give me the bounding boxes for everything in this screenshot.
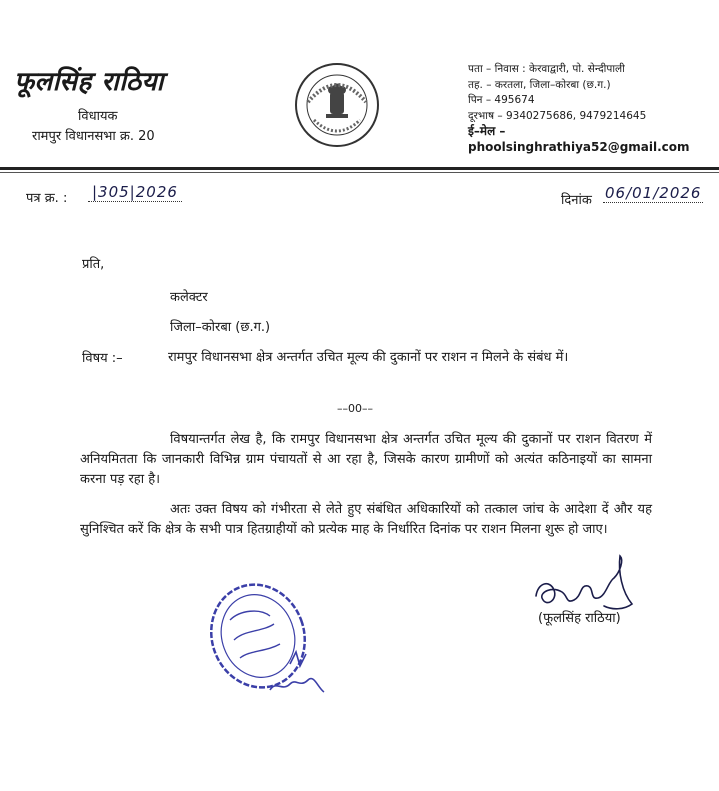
body-paragraph-2: अतः उक्त विषय को गंभीरता से लेते हुए संबंधित अधिकारियों को तत्काल जांच के आदेशा दें और यह सुनिश्चित करें कि क्षेत्र के सभी पात्र हितग्राहीयों को प्रत्येक माह के निर्धारित दिनांक पर राशन मिलना शुरू हो जाए। — [80, 502, 652, 537]
constituency: रामपुर विधानसभा क्र. 20 — [32, 129, 155, 144]
phone-numbers: दूरभाष – 9340275686, 9479214645 — [468, 109, 647, 122]
letter-number: |305|2026 — [88, 183, 182, 202]
signatory-name: (फूलसिंह राठिया) — [538, 611, 621, 626]
recipient-title: कलेक्टर — [170, 290, 208, 305]
recipient-district: जिला–कोरबा (छ.ग.) — [170, 320, 271, 335]
body-paragraph-1: विषयान्तर्गत लेख है, कि रामपुर विधानसभा क्षेत्र अन्तर्गत उचित मूल्य की दुकानों पर राशन वितरण में अनियमितता कि जानकारी विभिन्न ग्राम पंचायतों से आ रहा है, जिसके कारण ग्रामीणों को अत्यंत कठिनाइयों का सामना करना पड़ रहा है। — [80, 432, 652, 487]
address-line1: पता – निवास : केरवाद्वारी, पो. सेन्दीपाली — [468, 63, 625, 75]
assembly-seal-icon — [294, 62, 380, 148]
subject-label: विषय :– — [82, 351, 123, 366]
date-label: दिनांक — [561, 193, 592, 208]
header-divider — [0, 167, 719, 170]
letter-date: 06/01/2026 — [605, 184, 702, 202]
section-separator: ––00–– — [337, 402, 373, 415]
author-name: फूलसिंह राठिया — [14, 67, 164, 97]
email-address: ई–मेल – phoolsinghrathiya52@gmail.com — [468, 124, 690, 154]
collector-office-stamp — [200, 580, 340, 720]
pin-code: पिन – 495674 — [468, 94, 535, 106]
subject-text: रामपुर विधानसभा क्षेत्र अन्तर्गत उचित मूल्य की दुकानों पर राशन न मिलने के संबंध में। — [168, 350, 569, 365]
contact-block — [468, 62, 719, 155]
to-label: प्रति, — [82, 257, 105, 272]
designation: विधायक — [78, 109, 118, 124]
letter-number-label: पत्र क्र. : — [26, 191, 68, 206]
address-line2: तह. – करतला, जिला–कोरबा (छ.ग.) — [468, 78, 611, 91]
header-divider-thin — [0, 172, 719, 173]
